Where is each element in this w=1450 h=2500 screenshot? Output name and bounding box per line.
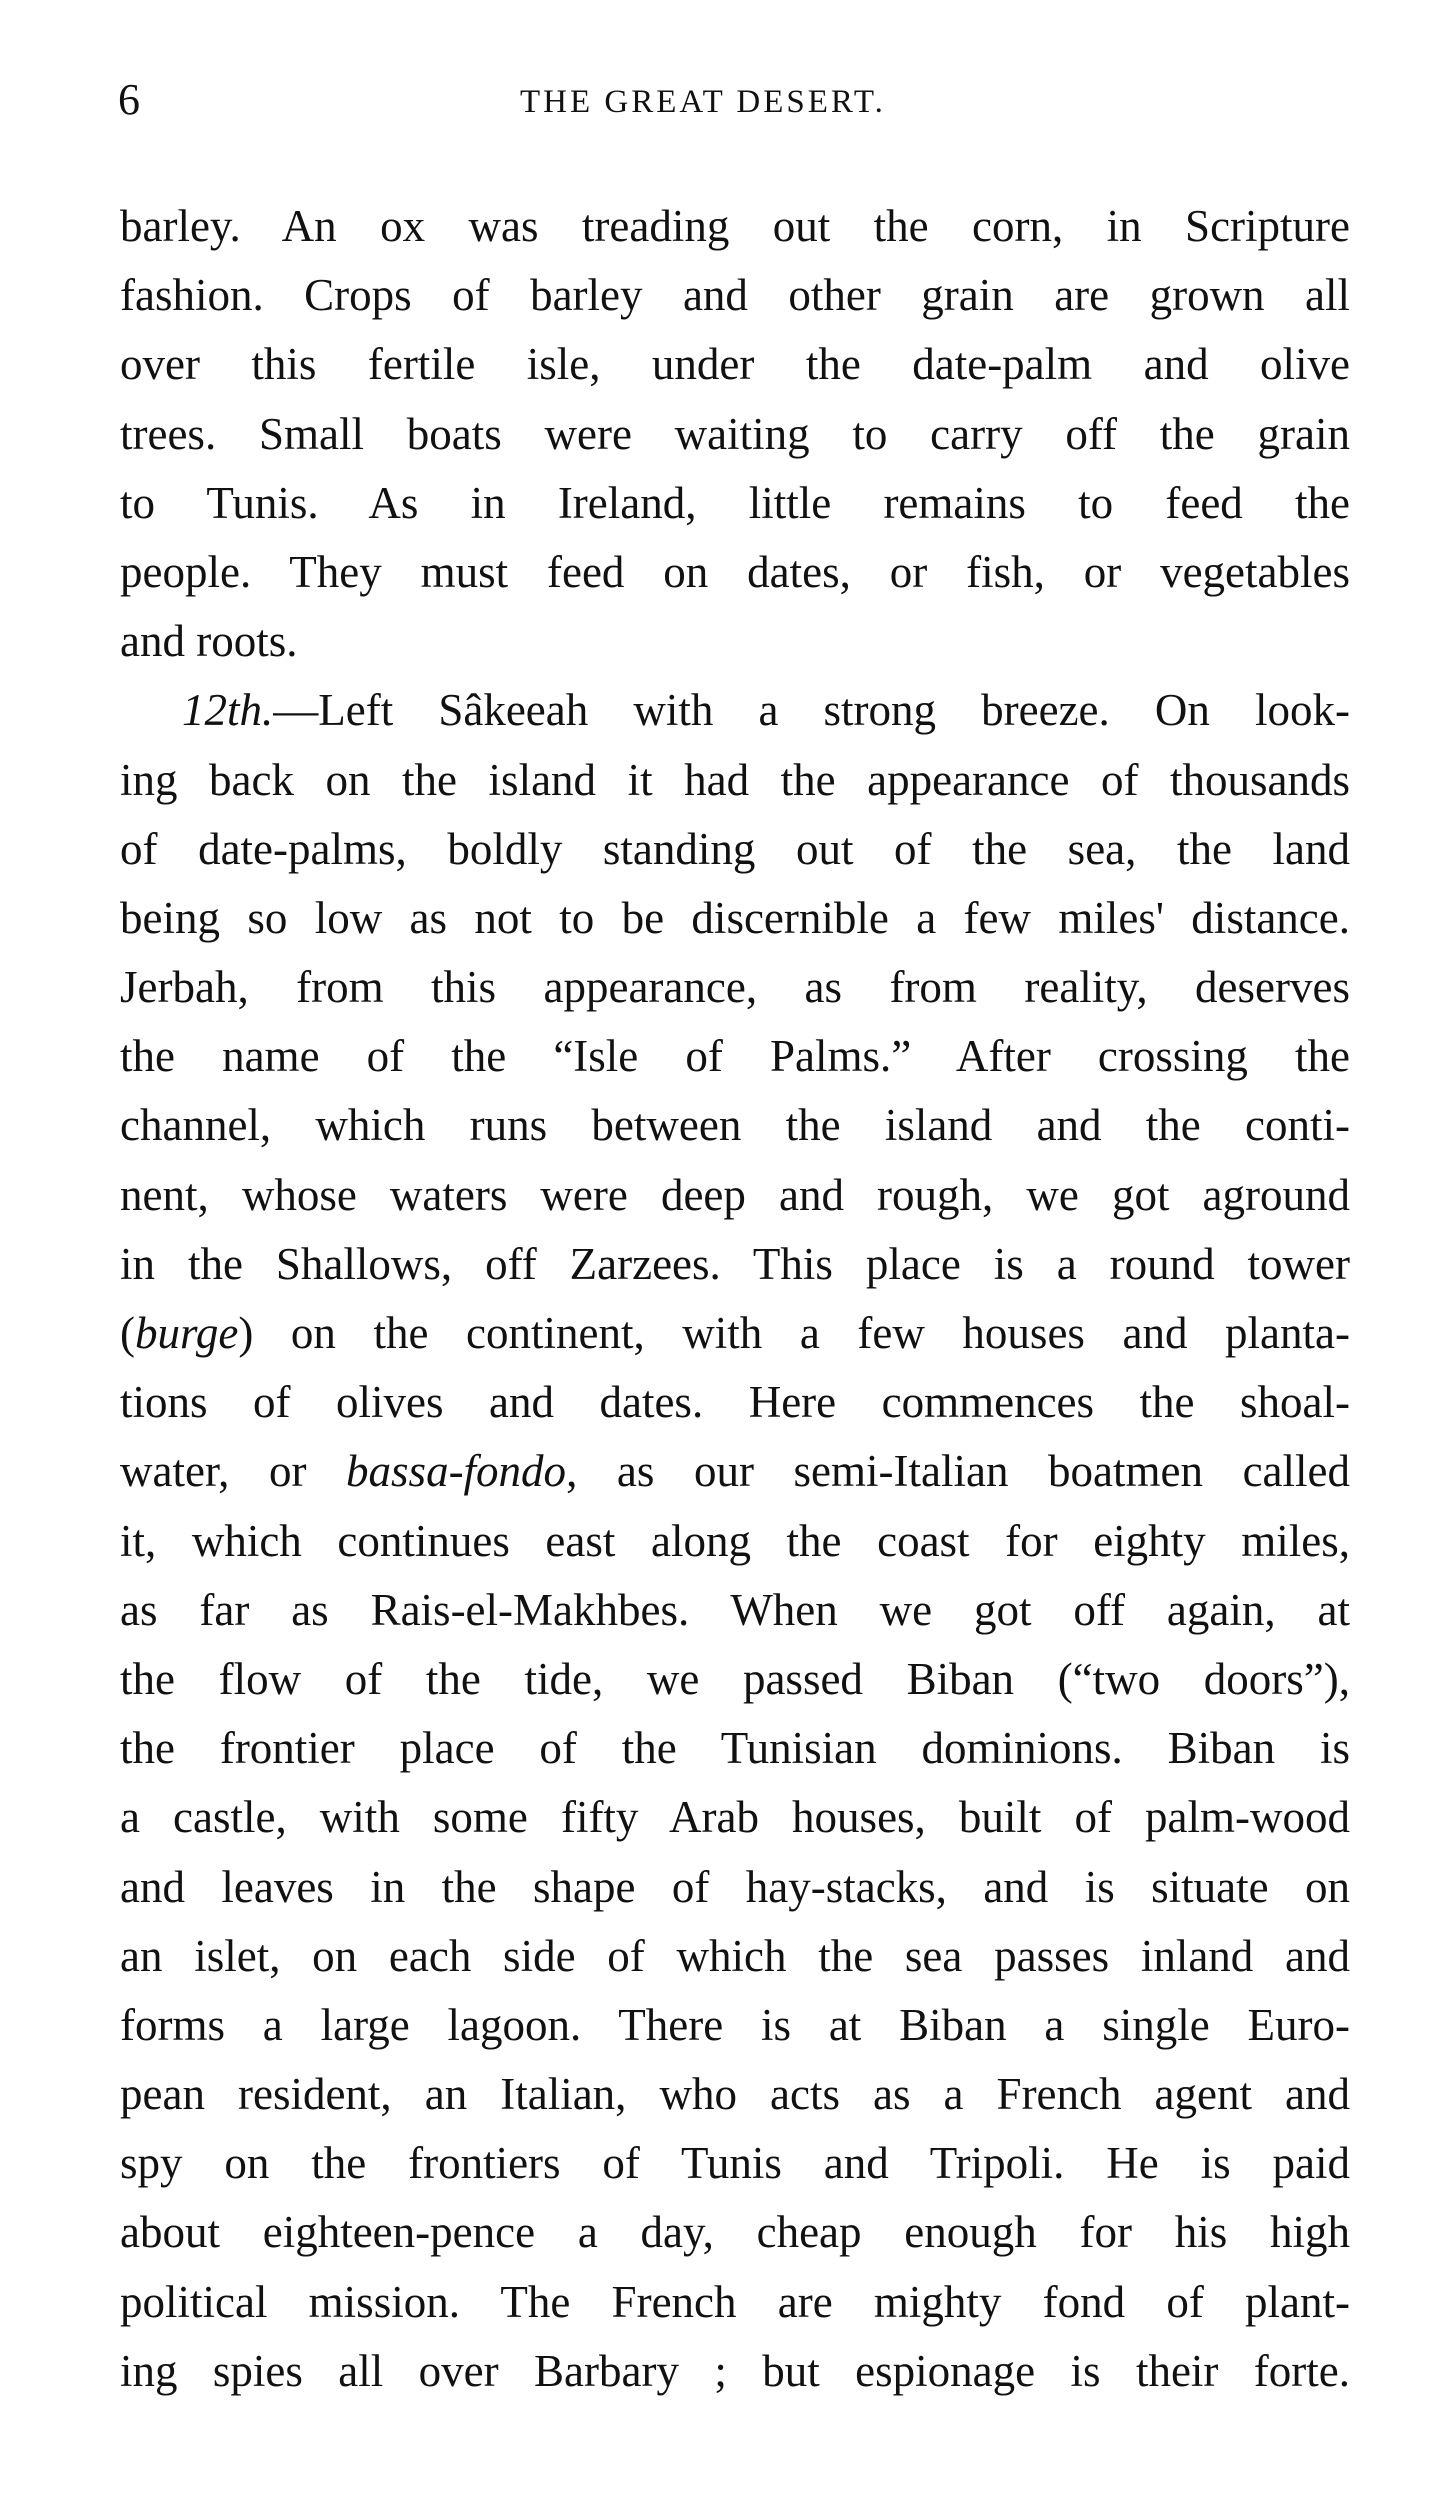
- text-line: in the Shallows, off Zarzees. This place is a round tower: [120, 1238, 1350, 1289]
- text-line: water, or bassa-fondo, as our semi-Italian boatmen called: [120, 1446, 1350, 1497]
- text-line: fashion. Crops of barley and other grain are grown all: [120, 270, 1350, 321]
- text-line: the name of the “Isle of Palms.” After crossing the: [120, 1031, 1350, 1082]
- text-line: trees. Small boats were waiting to carry off the grain: [120, 408, 1350, 459]
- text-line: people. They must feed on dates, or fish, or vegetables: [120, 546, 1350, 597]
- text-line: forms a large lagoon. There is at Biban a single Euro-: [120, 1999, 1350, 2050]
- text-line: tions of olives and dates. Here commences the shoal-: [120, 1377, 1350, 1428]
- text-line: ing spies all over Barbary ; but espionage is their forte.: [120, 2345, 1350, 2396]
- text-line: the frontier place of the Tunisian dominions. Biban is: [120, 1723, 1350, 1774]
- text-line: nent, whose waters were deep and rough, we got aground: [120, 1169, 1350, 1220]
- text-line: political mission. The French are mighty fond of plant-: [120, 2276, 1350, 2327]
- text-line: barley. An ox was treading out the corn, in Scripture: [120, 201, 1350, 251]
- text-line: (burge) on the continent, with a few houses and planta-: [120, 1308, 1350, 1358]
- text-line: an islet, on each side of which the sea passes inland and: [120, 1930, 1350, 1981]
- text-line: a castle, with some fifty Arab houses, built of palm-wood: [120, 1792, 1350, 1843]
- text-line: Jerbah, from this appearance, as from reality, deserves: [120, 962, 1350, 1013]
- text-line: and leaves in the shape of hay-stacks, and is situate on: [120, 1861, 1350, 1912]
- text-line: it, which continues east along the coast for eighty miles,: [120, 1515, 1350, 1566]
- page-number: 6: [118, 75, 140, 124]
- text-line: pean resident, an Italian, who acts as a French agent and: [120, 2069, 1350, 2120]
- text-line: as far as Rais-el-Makhbes. When we got off again, at: [120, 1584, 1350, 1635]
- text-line: of date-palms, boldly standing out of the sea, the land: [120, 823, 1350, 874]
- text-line: and roots.: [120, 616, 298, 667]
- text-line: the flow of the tide, we passed Biban (“two doors”),: [120, 1653, 1350, 1704]
- text-line: over this fertile isle, under the date-palm and olive: [120, 339, 1350, 390]
- text-line: ing back on the island it had the appearance of thousands: [120, 754, 1350, 805]
- text-line: spy on the frontiers of Tunis and Tripoli. He is paid: [120, 2138, 1350, 2189]
- body-text: [120, 192, 1350, 2406]
- text-line: channel, which runs between the island and the conti-: [120, 1100, 1350, 1151]
- text-line-paragraph-start: 12th.—Left Sâkeeah with a strong breeze. On look-: [182, 685, 1350, 736]
- text-line: being so low as not to be discernible a few miles' distance.: [120, 892, 1350, 943]
- text-line: to Tunis. As in Ireland, little remains to feed the: [120, 477, 1350, 528]
- text-line: about eighteen-pence a day, cheap enough for his high: [120, 2207, 1350, 2258]
- running-title: THE GREAT DESERT.: [520, 84, 886, 120]
